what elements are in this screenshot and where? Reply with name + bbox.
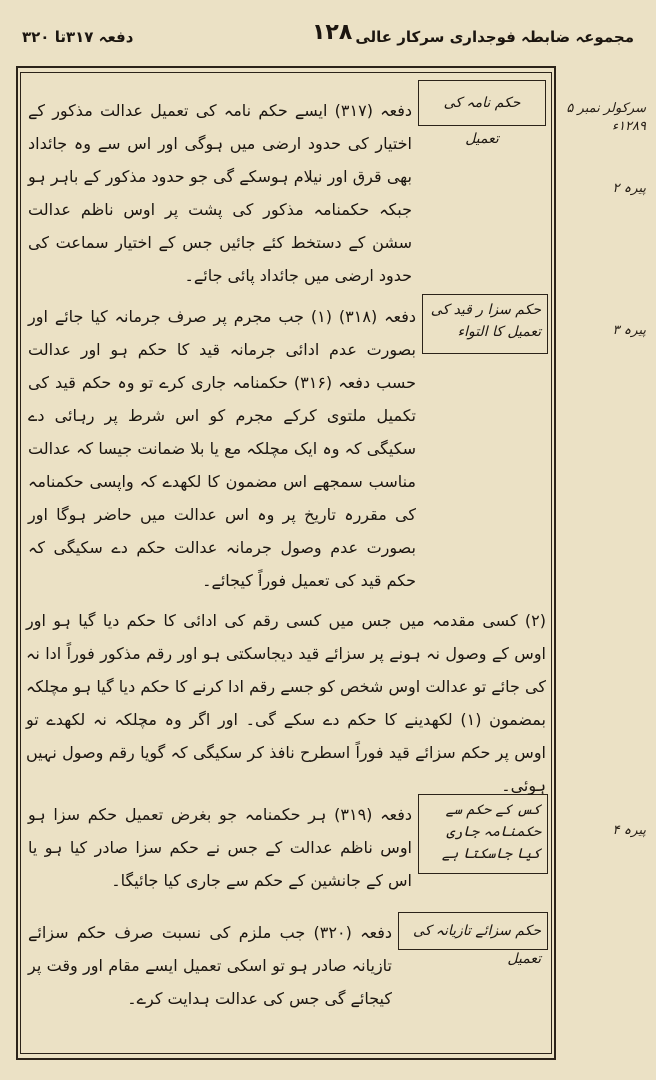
section-range: دفعہ ۳۱۷تا ۳۲۰ (22, 28, 134, 46)
margin-note-para-4: پیرہ ۴ (612, 823, 646, 838)
section-317 (28, 94, 412, 292)
section-318-2-text: (۲) کسی مقدمہ میں جس میں کسی رقم کی ادائی کا حکم دیا گیا ہو اور اوس کے وصول نہ ہونے پر سزائے قید دیجاسکتی ہو اور رقم مذکور فوراً ادا نہ کی جائے تو عدالت اوس شخص کو جسے رقم ادا کرنے کا حکم دیا گیا ہو مچلکہ بمضمون (۱) لکھدینے کا حکم دے سکے گی۔ اور اگر وہ مچلکہ نہ لکھدے تو اوس پر حکم سزائے قید فوراً اسطرح نافذ کر سکیگی کہ گویا رقم وصول نہیں ہوئی۔ (26, 611, 547, 795)
section-318-2 (26, 604, 546, 802)
margin-note-para-2: پیرہ ۲ (612, 181, 646, 196)
sidenote-who-issues: کس کے حکم سے حکمنامہ جاری کیا جاسکتا ہے (418, 794, 548, 874)
section-319 (28, 798, 412, 897)
section-317-text: دفعہ (۳۱۷) ایسے حکم نامہ کی تعمیل عدالت مذکور کے اختیار کی حدود ارضی میں ہوگی اور اس سے وہ جائداد بھی قرق اور نیلام ہوسکے گی جو حدود مذکور کے باہر ہو جبکہ حکمنامہ مذکور کی پشت پر اوس ناظم عدالت سشن کے دستخط کئے جائیں جس کے اختیار سماعت کی حدود ارضی میں جائداد پائی جائے۔ (28, 101, 412, 285)
page-header (22, 18, 634, 58)
section-320 (28, 916, 392, 1015)
page-number: ۱۲۸ (312, 20, 353, 45)
margin-note-para-3: پیرہ ۳ (612, 323, 646, 338)
section-319-text: دفعہ (۳۱۹) ہر حکمنامہ جو بغرض تعمیل حکم سزا ہو اوس ناظم عدالت کے جس نے حکم سزا صادر کیا ہو یا اس کے جانشین کے حکم سے جاری کیا جائیگا۔ (28, 805, 412, 890)
margin-note-circular: سرکولر نمبر ۵ ۱۲۸۹ء (566, 101, 646, 134)
section-318-1 (28, 300, 416, 597)
sidenote-warrant-execution: حکم نامہ کی تعمیل (418, 80, 546, 126)
section-320-text: دفعہ (۳۲۰) جب ملزم کی نسبت صرف حکم سزائے تازیانہ صادر ہو تو اسکی تعمیل ایسے مقام اور وقت پر کیجائے گی جس کی عدالت ہدایت کرے۔ (28, 923, 392, 1008)
section-318-1-text: دفعہ (۳۱۸) (۱) جب مجرم پر صرف جرمانہ کیا جائے اور بصورت عدم ادائی جرمانہ قید کا حکم ہو اور عدالت حسب دفعہ (۳۱۶) حکمنامہ جاری کرے تو وہ حکم قید کی تکمیل ملتوی کرکے مجرم کو اس شرط پر رہائی دے سکیگی کہ وہ ایک مچلکہ مع یا بلا ضمانت جیسا کہ عدالت مناسب سمجھے اس مضمون کا لکھدے کہ واپسی حکمنامہ کی مقررہ تاریخ پر وہ اس عدالت میں حاضر ہوگا اور بصورت عدم وصول جرمانہ عدالت حکم دے سکیگی کہ حکم قید کی تعمیل فوراً کیجائے۔ (28, 307, 417, 590)
sidenote-fine-imprisonment: حکم سزا ر قید کی تعمیل کا التواء (422, 294, 548, 354)
sidenote-whipping: حکم سزائے تازیانہ کی تعمیل (398, 912, 548, 950)
book-title: مجموعہ ضابطہ فوجداری سرکار عالی (355, 28, 634, 46)
